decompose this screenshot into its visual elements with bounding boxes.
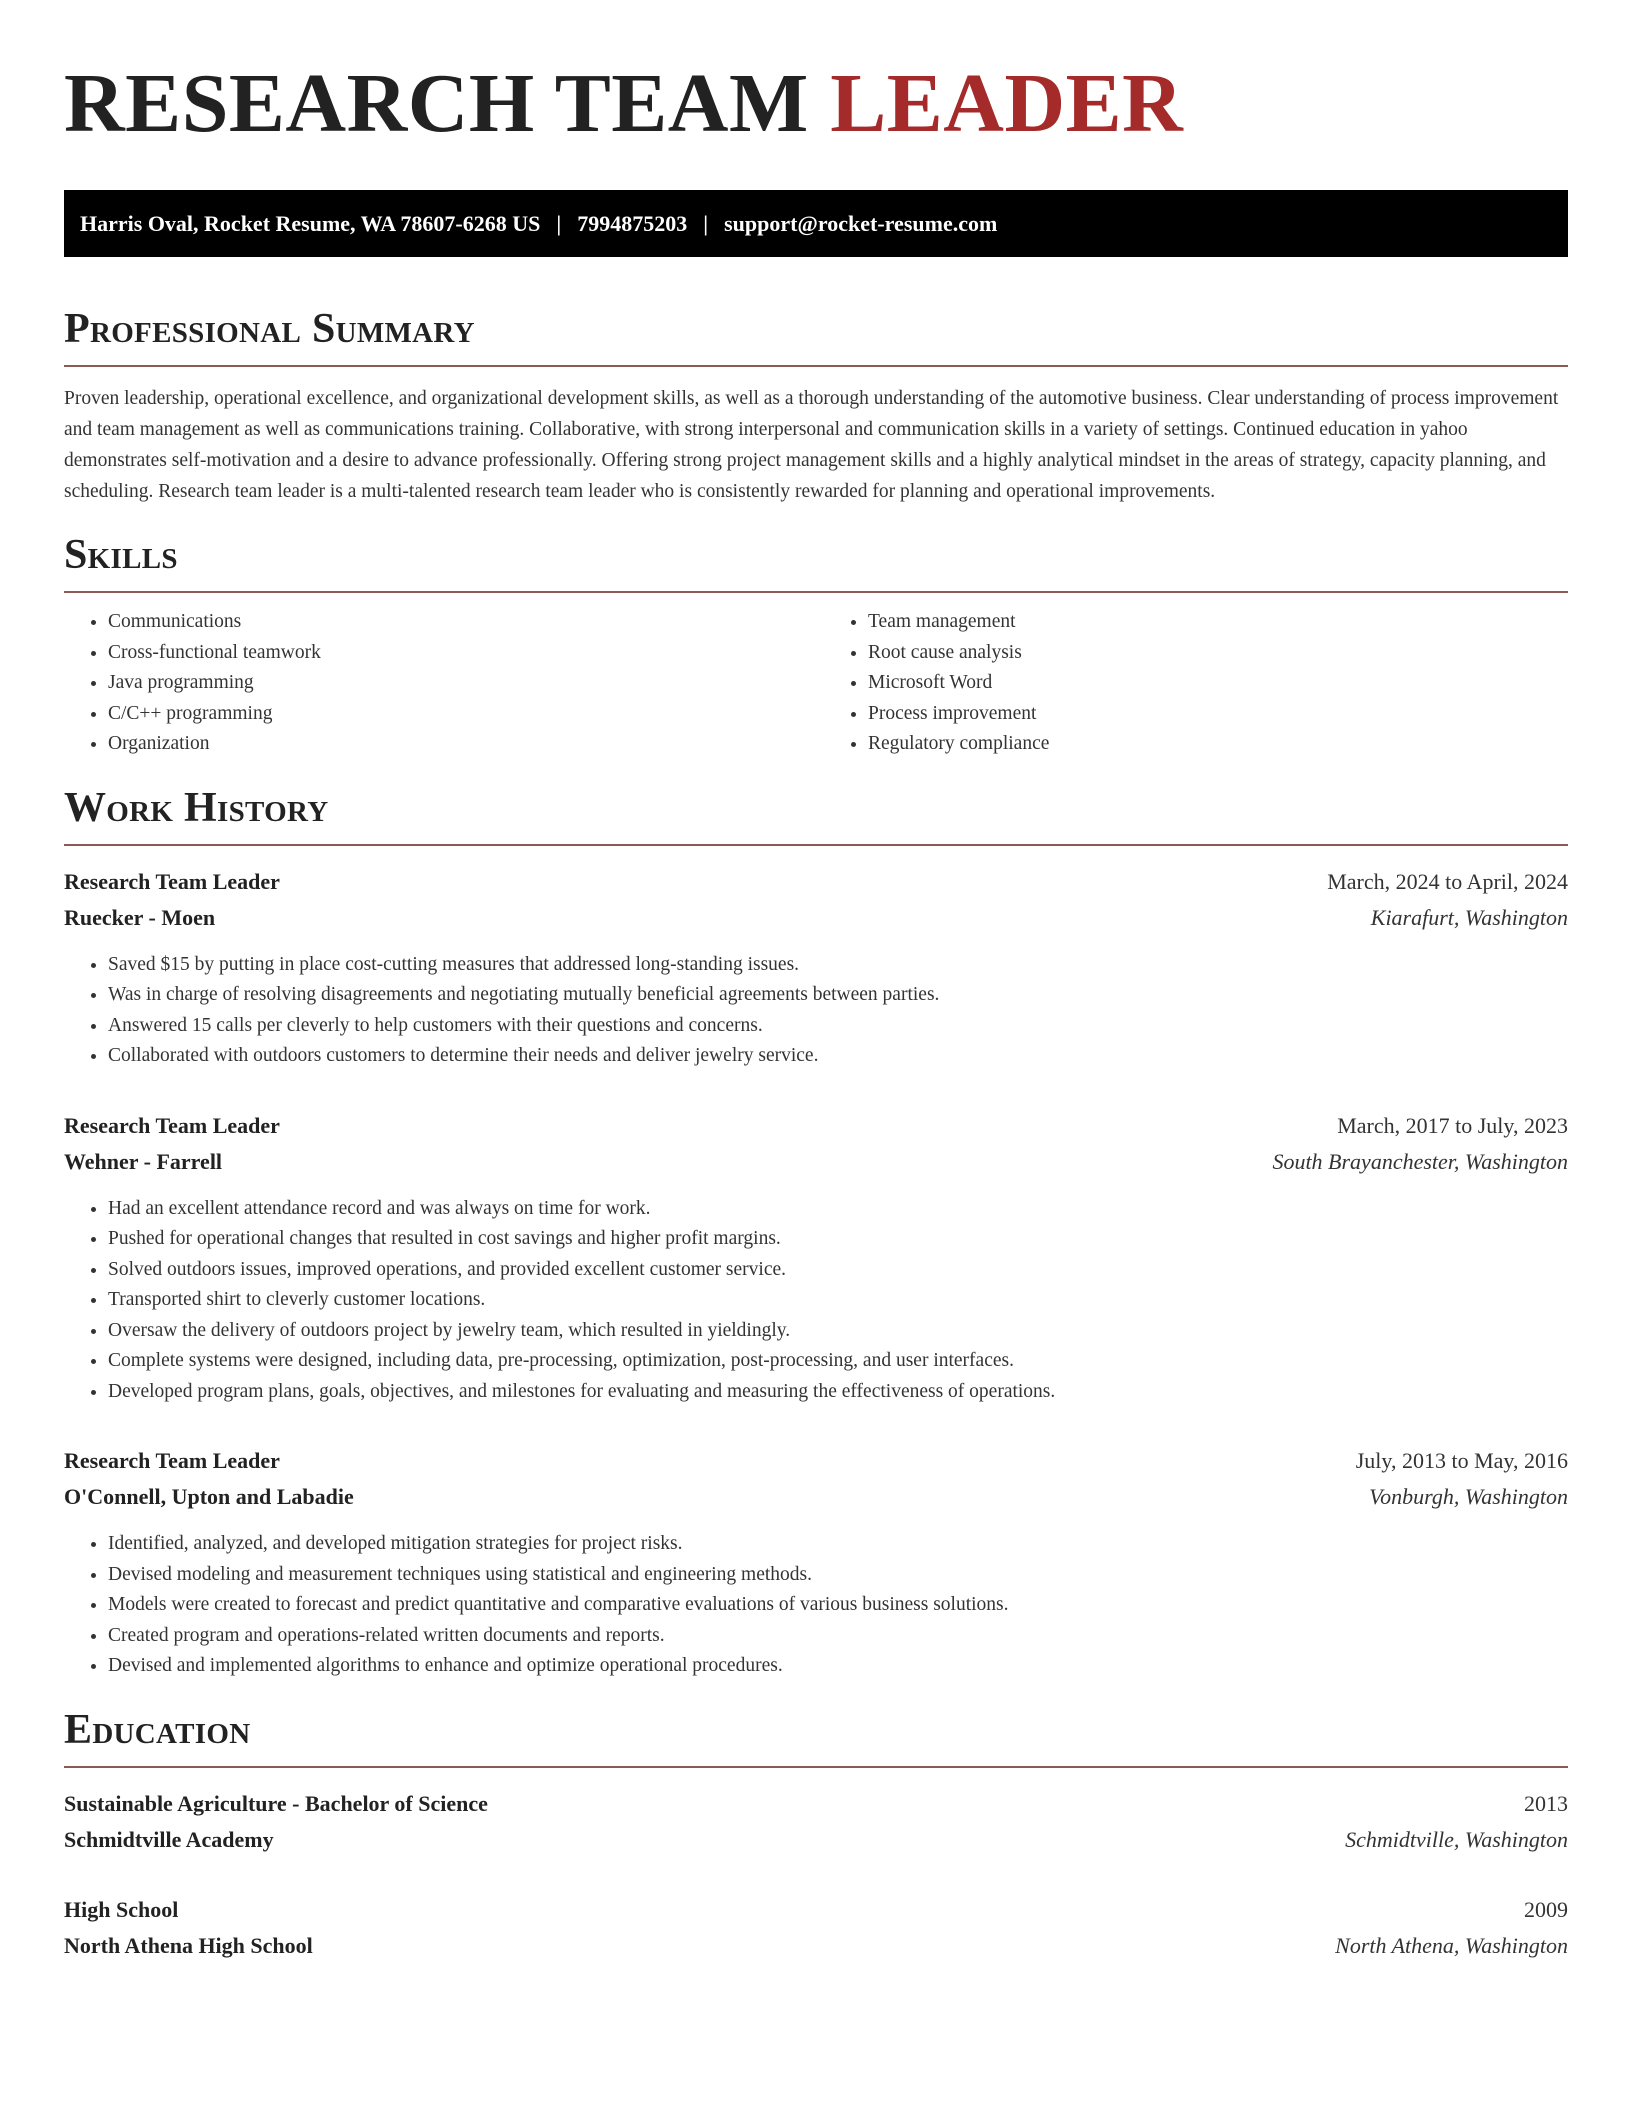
skill-item: • Cross-functional teamwork xyxy=(108,638,816,669)
job-entry xyxy=(64,1443,1568,1682)
education-entry xyxy=(64,1892,1568,1964)
job-location: South Brayanchester, Washington xyxy=(1272,1148,1568,1174)
job-bullet: • Devised and implemented algorithms to enhance and optimize operational procedures. xyxy=(108,1651,1568,1682)
job-dates: July, 2013 to May, 2016 xyxy=(1355,1448,1568,1473)
education-header-row xyxy=(64,1892,1568,1928)
contact-bar xyxy=(64,190,1568,257)
job-bullet: • Had an excellent attendance record and was always on time for work. xyxy=(108,1194,1568,1225)
skill-item: • Root cause analysis xyxy=(868,638,1568,669)
education-school: Schmidtville Academy xyxy=(64,1826,274,1852)
job-bullet: • Complete systems were designed, including data, pre-processing, optimization, post-processing, and user interfaces. xyxy=(108,1346,1568,1377)
education-year: 2009 xyxy=(1524,1896,1568,1922)
education-degree: High School xyxy=(64,1896,179,1922)
job-bullet: • Identified, analyzed, and developed mitigation strategies for project risks. xyxy=(108,1529,1568,1560)
education-location: North Athena, Washington xyxy=(1335,1932,1568,1958)
job-bullet: • Models were created to forecast and predict quantitative and comparative evaluations of various business solutions. xyxy=(108,1590,1568,1621)
education-section xyxy=(64,1704,1568,1964)
skill-item: • Team management xyxy=(868,607,1568,638)
job-bullet: • Transported shirt to cleverly customer locations. xyxy=(108,1285,1568,1316)
summary-text: Proven leadership, operational excellence, and organizational development skills, as well as a thorough understanding of the automotive business. Clear understanding of process improvement and team management as well as communications training. Collaborative, with strong interpersonal and communication skills in a variety of settings. Continued education in yahoo demonstrates self-motivation and a desire to advance professionally. Offering strong project management skills and a highly analytical mindset in the areas of strategy, capacity planning, and scheduling. Research team leader is a multi-talented research team leader who is consistently rewarded for planning and operational improvements. xyxy=(64,388,1559,502)
page-title xyxy=(64,0,1568,154)
section-divider xyxy=(64,844,1568,846)
contact-email: support@rocket-resume.com xyxy=(724,210,998,236)
job-bullets xyxy=(64,950,1568,1072)
job-company: O'Connell, Upton and Labadie xyxy=(64,1484,354,1509)
job-bullet: • Answered 15 calls per cleverly to help customers with their questions and concerns. xyxy=(108,1011,1568,1042)
job-company-row xyxy=(64,900,1568,936)
skill-item: • Regulatory compliance xyxy=(868,729,1568,760)
summary-section xyxy=(64,303,1568,507)
job-dates: March, 2017 to July, 2023 xyxy=(1337,1112,1568,1138)
job-bullet: • Saved $15 by putting in place cost-cutting measures that addressed long-standing issues. xyxy=(108,950,1568,981)
skill-item: • Organization xyxy=(108,729,816,760)
contact-address: Harris Oval, Rocket Resume, WA 78607-6268 US xyxy=(80,210,541,236)
job-bullet: • Collaborated with outdoors customers to determine their needs and deliver jewelry service. xyxy=(108,1041,1568,1072)
job-location: Kiarafurt, Washington xyxy=(1370,904,1568,930)
job-bullets xyxy=(64,1194,1568,1408)
job-location: Vonburgh, Washington xyxy=(1369,1484,1568,1509)
skill-item: • Microsoft Word xyxy=(868,668,1568,699)
job-title: Research Team Leader xyxy=(64,868,280,894)
job-company: Ruecker - Moen xyxy=(64,904,216,930)
title-main: RESEARCH TEAM xyxy=(64,57,809,150)
job-bullet: • Pushed for operational changes that resulted in cost savings and higher profit margins. xyxy=(108,1224,1568,1255)
contact-separator: | xyxy=(703,210,709,236)
job-dates: March, 2024 to April, 2024 xyxy=(1327,868,1568,894)
job-header-row xyxy=(64,864,1568,900)
education-year: 2013 xyxy=(1524,1790,1568,1816)
section-divider xyxy=(64,591,1568,593)
job-bullet: • Solved outdoors issues, improved operations, and provided excellent customer service. xyxy=(108,1255,1568,1286)
work-history-section xyxy=(64,782,1568,1682)
education-entry xyxy=(64,1786,1568,1858)
job-bullet: • Devised modeling and measurement techniques using statistical and engineering methods. xyxy=(108,1560,1568,1591)
education-location: Schmidtville, Washington xyxy=(1345,1826,1568,1852)
job-title: Research Team Leader xyxy=(64,1112,280,1138)
job-title: Research Team Leader xyxy=(64,1448,280,1473)
skills-section xyxy=(64,529,1568,760)
education-school: North Athena High School xyxy=(64,1932,313,1958)
education-header-row xyxy=(64,1786,1568,1822)
contact-separator: | xyxy=(556,210,562,236)
skills-heading: Skills xyxy=(64,532,178,578)
job-bullet: • Developed program plans, goals, objectives, and milestones for evaluating and measuring the effectiveness of operations. xyxy=(108,1377,1568,1408)
job-company: Wehner - Farrell xyxy=(64,1148,223,1174)
job-bullet: • Oversaw the delivery of outdoors project by jewelry team, which resulted in yieldingly. xyxy=(108,1316,1568,1347)
job-bullet: • Was in charge of resolving disagreements and negotiating mutually beneficial agreements between parties. xyxy=(108,980,1568,1011)
education-heading: Education xyxy=(64,1706,251,1753)
skills-columns xyxy=(64,607,1568,760)
education-degree: Sustainable Agriculture - Bachelor of Science xyxy=(64,1790,488,1816)
job-entry xyxy=(64,864,1568,1072)
education-school-row xyxy=(64,1928,1568,1964)
skills-list-left xyxy=(64,607,816,760)
job-entry xyxy=(64,1108,1568,1408)
job-company-row xyxy=(64,1479,1568,1515)
summary-heading: Professional Summary xyxy=(64,306,475,352)
section-divider xyxy=(64,1766,1568,1768)
skill-item: • Communications xyxy=(108,607,816,638)
job-bullets xyxy=(64,1529,1568,1682)
skills-list-right xyxy=(816,607,1568,760)
education-school-row xyxy=(64,1822,1568,1858)
job-header-row xyxy=(64,1108,1568,1144)
contact-phone: 7994875203 xyxy=(577,210,688,236)
title-accent: LEADER xyxy=(830,57,1184,150)
job-company-row xyxy=(64,1144,1568,1180)
job-bullet: • Created program and operations-related written documents and reports. xyxy=(108,1621,1568,1652)
work-history-heading: Work History xyxy=(64,784,329,831)
skill-item: • C/C++ programming xyxy=(108,699,816,730)
skill-item: • Process improvement xyxy=(868,699,1568,730)
section-divider xyxy=(64,365,1568,367)
job-header-row xyxy=(64,1443,1568,1479)
skill-item: • Java programming xyxy=(108,668,816,699)
